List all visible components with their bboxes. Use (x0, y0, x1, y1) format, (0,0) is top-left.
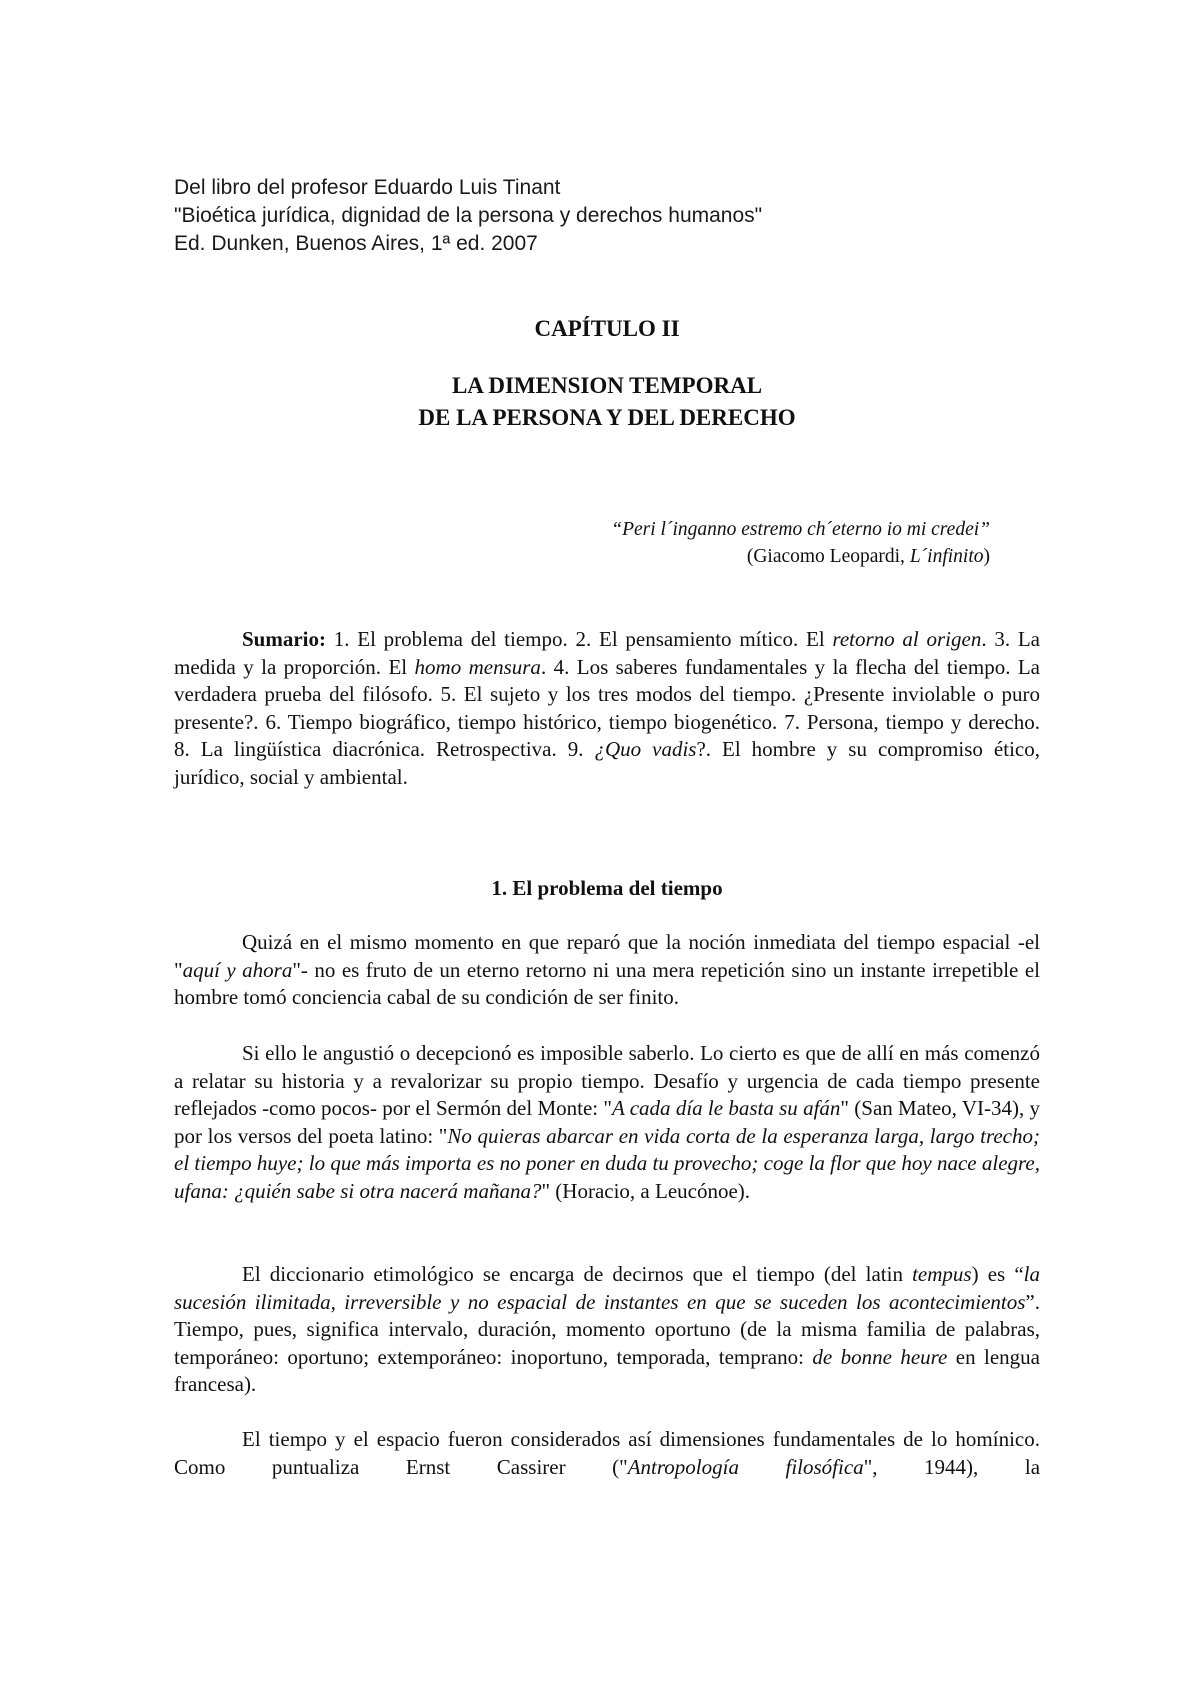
summary-text: ?. El hombre y su compromiso ético, jurídico, social y ambiental. (174, 737, 1040, 789)
epigraph-attribution (174, 543, 990, 570)
paragraph-text: El tiempo y el espacio fueron considerados así dimensiones fundamentales de lo homínico. Como puntualiza Ernst Cassirer (" (174, 1427, 1040, 1479)
summary-text: 1. El problema del tiempo. 2. El pensamiento mítico. El (326, 627, 833, 651)
summary-italic: retorno al origen (832, 627, 982, 651)
summary-paragraph (174, 626, 1040, 792)
paragraph-text: "- no es fruto de un eterno retorno ni una mera repetición sino un instante irrepetible el hombre tomó conciencia cabal de su condición de ser finito. (174, 957, 1040, 1010)
paragraph-italic: Antropología filosófica (627, 1454, 864, 1479)
chapter-label: CAPÍTULO II (534, 316, 680, 341)
paragraph-2 (174, 1040, 1040, 1206)
paragraph-italic: A cada día le basta su afán (612, 1096, 841, 1121)
chapter-title-line1: LA DIMENSION TEMPORAL (451, 373, 763, 398)
summary-text: . 4. Los saberes fundamentales y la flecha del tiempo. La verdadera prueba del filósofo. 5. El sujeto y los tres modos del tiempo. ¿Presente inviolable o puro presente?. 6. Tiempo biográfico, tiempo histórico, tiempo biogenético. 7. Persona, tiempo y derecho. 8. La lingüística diacrónica. Retrospectiva. 9. (174, 654, 1041, 762)
source-line-publisher: Ed. Dunken, Buenos Aires, 1ª ed. 2007 (174, 232, 538, 255)
epigraph-attr-post: ) (983, 546, 990, 567)
paragraph-italic: No quieras abarcar en vida corta de la esperanza larga, largo trecho; el tiempo huye; lo que más importa es no poner en duda tu provecho; coge la flor que hoy nace alegre, ufana: ¿quién sabe si otra nacerá mañana? (174, 1123, 1040, 1203)
paragraph-text: Quizá en el mismo momento en que reparó que la noción inmediata del tiempo espacial -el " (174, 930, 1040, 982)
paragraph-text: " (San Mateo, VI-34), y por los versos del poeta latino: " (174, 1096, 1040, 1148)
paragraph-1 (174, 929, 1040, 1012)
paragraph-italic: la sucesión ilimitada, irreversible y no espacial de instantes en que se suceden los acontecimientos (174, 1262, 1040, 1314)
paragraph-italic: tempus (912, 1262, 972, 1286)
paragraph-italic: aquí y ahora (182, 957, 293, 982)
paragraph-4 (174, 1426, 1040, 1481)
paragraph-text: " (Horacio, a Leucónoe). (541, 1178, 751, 1203)
summary-label: Sumario: (242, 627, 326, 651)
epigraph-attr-work: L´infinito (909, 546, 984, 567)
paragraph-text: ", 1944), la (863, 1454, 1041, 1479)
summary-italic: ¿Quo vadis (594, 737, 697, 762)
paragraph-text: en lengua francesa). (174, 1344, 1040, 1397)
paragraph-text: ) es “ (971, 1262, 1024, 1286)
summary-text: . 3. La medida y la proporción. El (174, 627, 1040, 679)
paragraph-text: Si ello le angustió o decepcionó es imposible saberlo. Lo cierto es que de allí en más comenzó a relatar su historia y a revalorizar su propio tiempo. Desafío y urgencia de cada tiempo presente reflejados -como pocos- por el Sermón del Monte: " (174, 1041, 1040, 1121)
paragraph-text: El diccionario etimológico se encarga de decirnos que el tiempo (del latin (242, 1262, 913, 1286)
paragraph-italic: de bonne heure (812, 1344, 948, 1369)
section-title: 1. El problema del tiempo (491, 876, 723, 900)
source-citation (174, 174, 762, 258)
epigraph (174, 516, 990, 570)
source-line-title: "Bioética jurídica, dignidad de la persona y derechos humanos" (174, 204, 763, 227)
summary-italic: homo mensura (414, 654, 541, 679)
source-line-author: Del libro del profesor Eduardo Luis Tinant (174, 176, 561, 199)
epigraph-attr-pre: (Giacomo Leopardi, (746, 546, 910, 567)
chapter-title (174, 370, 1040, 434)
chapter-title-line2: DE LA PERSONA Y DEL DERECHO (418, 405, 796, 430)
paragraph-text: ”. Tiempo, pues, significa intervalo, duración, momento oportuno (de la misma familia de palabras, temporáneo: oportuno; extemporáneo: inoportuno, temporada, temprano: (174, 1289, 1040, 1369)
paragraph-3 (174, 1261, 1040, 1399)
epigraph-quote: “Peri l´inganno estremo ch´eterno io mi credei” (611, 519, 990, 540)
